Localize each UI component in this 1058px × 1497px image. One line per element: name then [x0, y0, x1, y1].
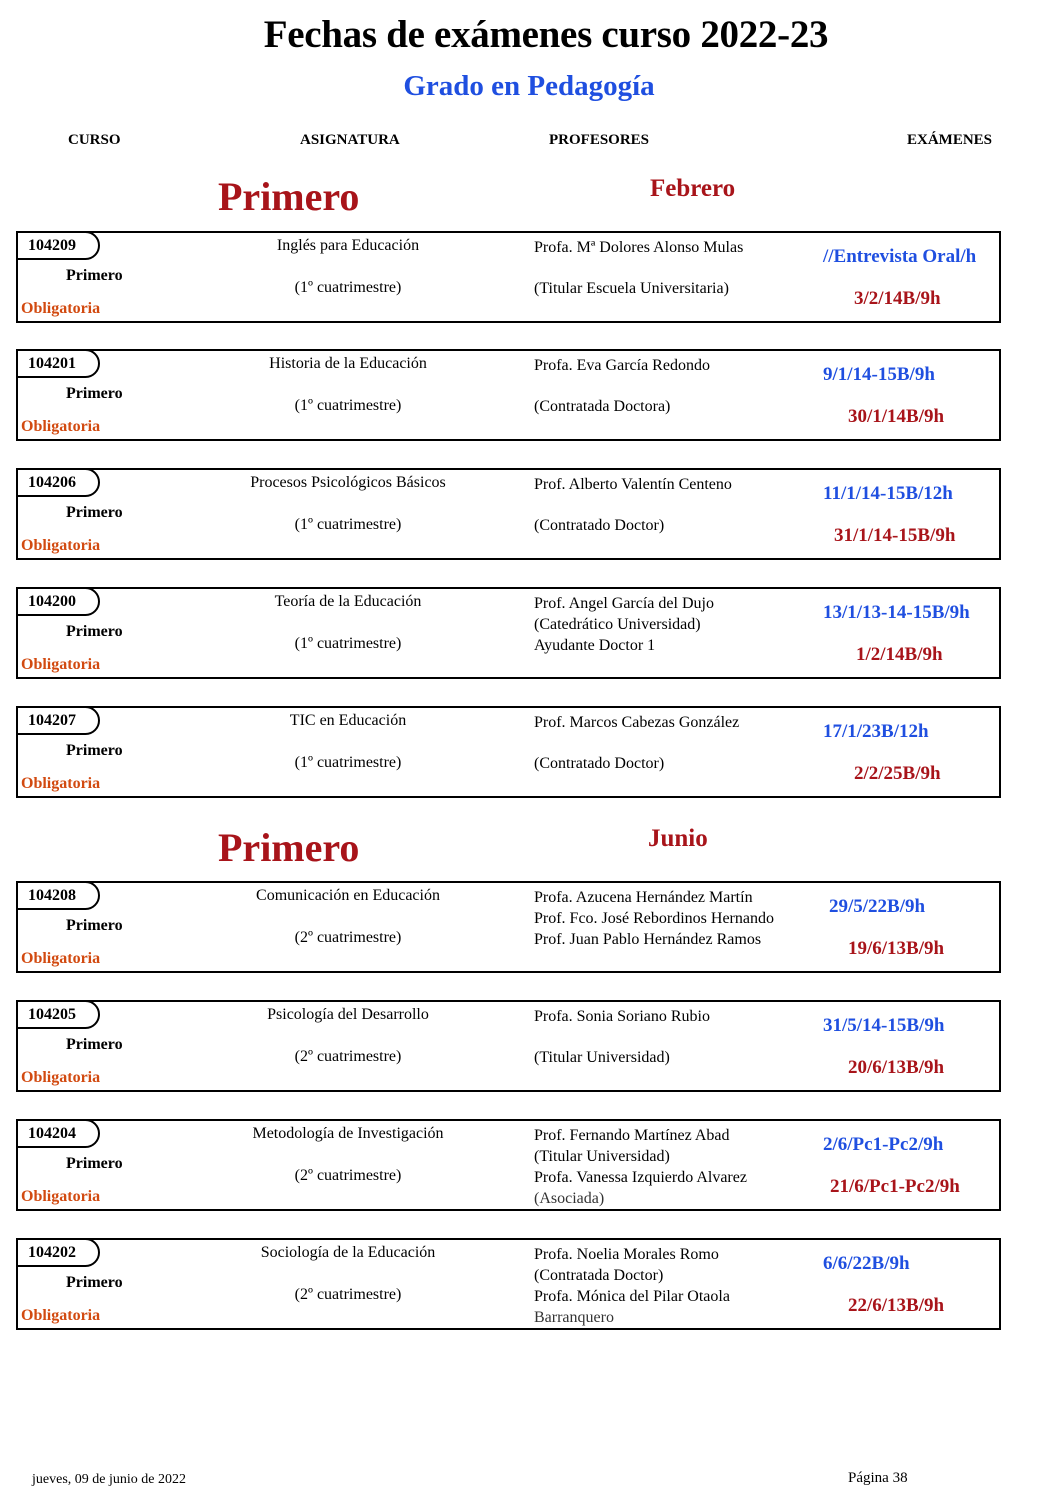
course-type: Obligatoria	[21, 300, 101, 317]
subject-name: Metodología de Investigación	[252, 1125, 444, 1142]
professors	[534, 593, 714, 656]
professor-line: (Titular Universidad)	[534, 1148, 670, 1165]
course-type: Obligatoria	[21, 1069, 101, 1086]
professor-line: Prof. Fernando Martínez Abad	[534, 1127, 730, 1144]
course-year: Primero	[66, 385, 123, 402]
course-year: Primero	[66, 623, 123, 640]
course-code: 104208	[16, 881, 100, 910]
page-subtitle: Grado en Pedagogía	[403, 70, 655, 102]
footer-page-number: Página 38	[848, 1470, 908, 1486]
course-type: Obligatoria	[21, 537, 101, 554]
professor-line: Prof. Juan Pablo Hernández Ramos	[534, 931, 762, 948]
course-card	[16, 1119, 1001, 1211]
course-year: Primero	[66, 917, 123, 934]
exam-date-second: 19/6/13B/9h	[848, 938, 945, 959]
exam-date-second: 1/2/14B/9h	[856, 644, 943, 665]
exam-date-second: 31/1/14-15B/9h	[834, 525, 956, 546]
course-card	[16, 1238, 1001, 1330]
exam-date-second: 22/6/13B/9h	[848, 1295, 945, 1316]
course-code: 104206	[16, 468, 100, 497]
professor-line: Prof. Angel García del Dujo	[534, 595, 714, 612]
course-card	[16, 881, 1001, 973]
semester: (1º cuatrimestre)	[294, 754, 402, 771]
exam-date-first: 9/1/14-15B/9h	[823, 364, 935, 385]
section-month-1: Febrero	[650, 175, 736, 202]
professors	[534, 887, 774, 950]
course-year: Primero	[66, 1274, 123, 1291]
footer-date: jueves, 09 de junio de 2022	[32, 1472, 186, 1487]
course-card	[16, 706, 1001, 798]
professor-line: Profa. Sonia Soriano Rubio	[534, 1008, 710, 1025]
course-type: Obligatoria	[21, 1188, 101, 1205]
course-type: Obligatoria	[21, 1307, 101, 1324]
professor-line: Profa. Eva García Redondo	[534, 357, 710, 374]
professor-line: Profa. Mónica del Pilar Otaola	[534, 1288, 730, 1305]
professors	[534, 1244, 730, 1328]
subject-name: TIC en Educación	[289, 712, 407, 729]
course-code: 104209	[16, 231, 100, 260]
exam-date-first: 13/1/13-14-15B/9h	[823, 602, 970, 623]
semester: (1º cuatrimestre)	[294, 397, 402, 414]
exam-date-second: 30/1/14B/9h	[848, 406, 945, 427]
professor-line: Prof. Fco. José Rebordinos Hernando	[534, 910, 774, 927]
exam-date-second: 3/2/14B/9h	[854, 288, 941, 309]
exam-date-second: 20/6/13B/9h	[848, 1057, 945, 1078]
professor-line: Ayudante Doctor 1	[534, 637, 656, 654]
course-card	[16, 587, 1001, 679]
professors	[534, 237, 743, 299]
exam-date-first: 31/5/14-15B/9h	[823, 1015, 945, 1036]
professor-line: Profa. Mª Dolores Alonso Mulas	[534, 239, 744, 256]
professor-line: (Catedrático Universidad)	[534, 616, 701, 633]
column-header-profesores: PROFESORES	[549, 132, 650, 148]
course-year: Primero	[66, 742, 123, 759]
professors	[534, 474, 732, 536]
semester: (2º cuatrimestre)	[294, 1286, 402, 1303]
semester: (1º cuatrimestre)	[294, 516, 402, 533]
professors	[534, 1006, 710, 1068]
section-title-2: Primero	[218, 825, 360, 870]
professors	[534, 1125, 747, 1209]
professor-line: (Titular Universidad)	[534, 1049, 670, 1066]
course-type: Obligatoria	[21, 950, 101, 967]
course-type: Obligatoria	[21, 418, 101, 435]
exam-date-first: 29/5/22B/9h	[829, 896, 926, 917]
professor-line: (Contratada Doctora)	[534, 398, 671, 415]
semester: (1º cuatrimestre)	[294, 635, 402, 652]
exam-date-second: 21/6/Pc1-Pc2/9h	[830, 1176, 960, 1197]
semester: (1º cuatrimestre)	[294, 279, 402, 296]
exam-date-first: 2/6/Pc1-Pc2/9h	[823, 1134, 944, 1155]
professor-line: Profa. Azucena Hernández Martín	[534, 889, 753, 906]
exam-date-first: 6/6/22B/9h	[823, 1253, 910, 1274]
exam-date-first: 17/1/23B/12h	[823, 721, 929, 742]
professor-line: (Contratado Doctor)	[534, 755, 665, 772]
course-card	[16, 1000, 1001, 1092]
course-year: Primero	[66, 1036, 123, 1053]
course-year: Primero	[66, 1155, 123, 1172]
section-month-2: Junio	[648, 825, 708, 852]
course-code: 104202	[16, 1238, 100, 1267]
course-type: Obligatoria	[21, 656, 101, 673]
subject-name: Procesos Psicológicos Básicos	[250, 474, 446, 491]
exam-date-first: 11/1/14-15B/12h	[823, 483, 953, 504]
semester: (2º cuatrimestre)	[294, 1167, 402, 1184]
professors	[534, 712, 739, 774]
page-title: Fechas de exámenes curso 2022-23	[263, 13, 829, 56]
course-code: 104200	[16, 587, 100, 616]
professor-line: (Contratada Doctor)	[534, 1267, 664, 1284]
course-card	[16, 349, 1001, 441]
course-year: Primero	[66, 504, 123, 521]
course-card	[16, 468, 1001, 560]
professor-line: (Contratado Doctor)	[534, 517, 665, 534]
course-type: Obligatoria	[21, 775, 101, 792]
exam-date-second: 2/2/25B/9h	[854, 763, 941, 784]
column-header-curso: CURSO	[68, 132, 121, 148]
column-header-asignatura: ASIGNATURA	[300, 132, 400, 148]
professor-line: Prof. Marcos Cabezas González	[534, 714, 740, 731]
subject-name: Inglés para Educación	[276, 237, 420, 254]
professor-line: (Titular Escuela Universitaria)	[534, 280, 729, 297]
course-card	[16, 231, 1001, 323]
column-header-examenes: EXÁMENES	[907, 132, 993, 148]
semester: (2º cuatrimestre)	[294, 929, 402, 946]
course-year: Primero	[66, 267, 123, 284]
subject-name: Comunicación en Educación	[256, 887, 440, 904]
professor-line: Prof. Alberto Valentín Centeno	[534, 476, 732, 493]
subject-name: Sociología de la Educación	[260, 1244, 436, 1261]
subject-name: Historia de la Educación	[269, 355, 427, 372]
subject-name: Teoría de la Educación	[274, 593, 422, 610]
professor-line: (Asociada)	[534, 1190, 605, 1207]
course-code: 104204	[16, 1119, 100, 1148]
professor-line: Profa. Vanessa Izquierdo Alvarez	[534, 1169, 747, 1186]
course-code: 104201	[16, 349, 100, 378]
exam-date-first: //Entrevista Oral/h	[823, 246, 977, 267]
semester: (2º cuatrimestre)	[294, 1048, 402, 1065]
course-code: 104205	[16, 1000, 100, 1029]
professor-line: Barranquero	[534, 1309, 614, 1326]
professor-line: Profa. Noelia Morales Romo	[534, 1246, 719, 1263]
section-title-1: Primero	[218, 174, 360, 219]
professors	[534, 355, 710, 417]
subject-name: Psicología del Desarrollo	[267, 1006, 429, 1023]
course-code: 104207	[16, 706, 100, 735]
